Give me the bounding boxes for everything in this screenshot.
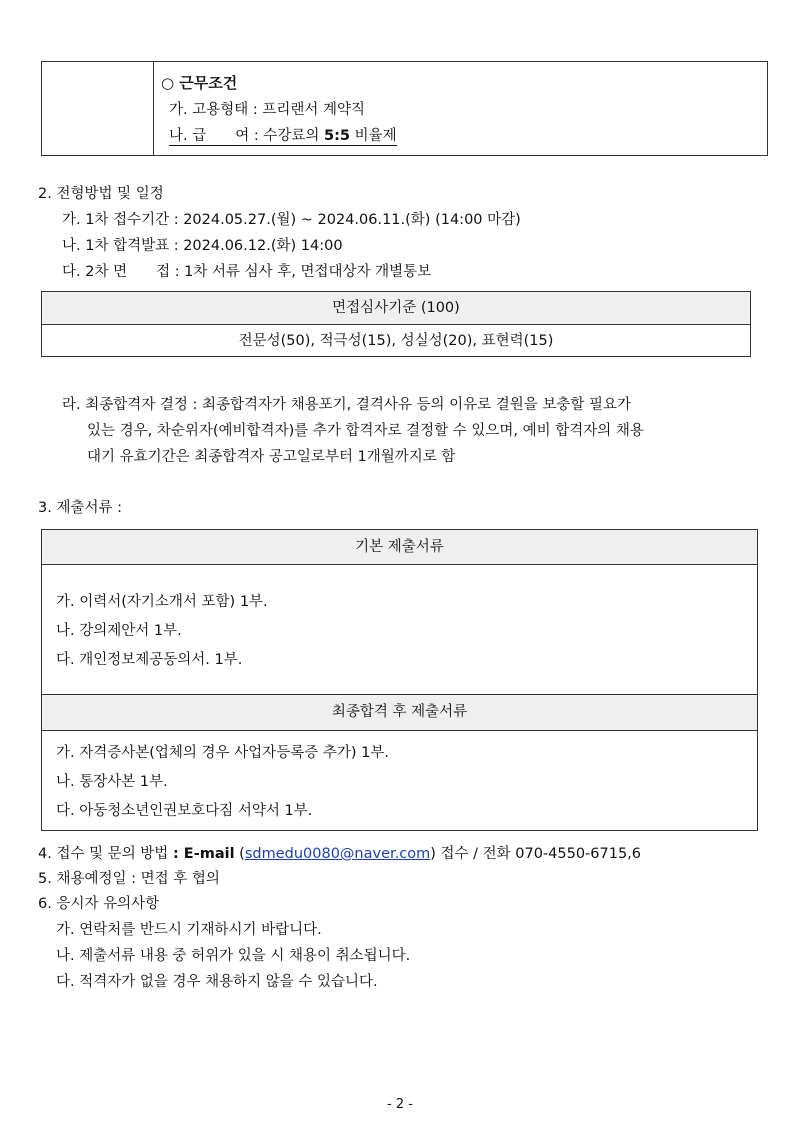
after-document-2: 나. 통장사본 1부. bbox=[56, 774, 168, 790]
basic-document-1: 가. 이력서(자기소개서 포함) 1부. bbox=[56, 594, 268, 610]
section6-heading: 6. 응시자 유의사항 bbox=[38, 896, 160, 912]
pay-prefix: 나. 급 여 : 수강료의 bbox=[169, 128, 324, 144]
employment-type: 가. 고용형태 : 프리랜서 계약직 bbox=[169, 102, 366, 118]
basic-documents-header: 기본 제출서류 bbox=[42, 530, 757, 565]
basic-document-2: 나. 강의제안서 1부. bbox=[56, 623, 182, 639]
section4-email-label: : E-mail bbox=[172, 846, 235, 862]
section3-heading: 3. 제출서류 : bbox=[38, 500, 122, 516]
notice-item-3: 다. 적격자가 없을 경우 채용하지 않을 수 있습니다. bbox=[56, 974, 378, 990]
email-link[interactable]: sdmedu0080@naver.com bbox=[244, 846, 431, 862]
after-documents-header: 최종합격 후 제출서류 bbox=[42, 694, 757, 731]
work-conditions-table bbox=[41, 61, 768, 156]
final-decision-line-3: 대기 유효기간은 최종합격자 공고일로부터 1개월까지로 함 bbox=[87, 449, 456, 465]
section4-prefix: 4. 접수 및 문의 방법 bbox=[38, 846, 173, 862]
work-conditions-title: ○ 근무조건 bbox=[161, 74, 238, 92]
pay-suffix: 비율제 bbox=[349, 128, 397, 144]
basic-document-3: 다. 개인정보제공동의서. 1부. bbox=[56, 652, 243, 668]
notice-item-1: 가. 연락처를 반드시 기재하시기 바랍니다. bbox=[56, 922, 322, 938]
section4-open-paren: ( bbox=[234, 846, 245, 862]
final-decision-line-1: 라. 최종합격자 결정 : 최종합격자가 채용포기, 결격사유 등의 이유로 결원을 보충할 필요가 bbox=[62, 397, 632, 413]
notice-item-2: 나. 제출서류 내용 중 허위가 있을 시 채용이 취소됩니다. bbox=[56, 948, 411, 964]
section4-contact bbox=[38, 842, 641, 863]
after-document-1: 가. 자격증사본(업체의 경우 사업자등록증 추가) 1부. bbox=[56, 745, 389, 761]
pay-ratio: 5:5 bbox=[323, 128, 350, 144]
schedule-item-3: 다. 2차 면 접 : 1차 서류 심사 후, 면접대상자 개별통보 bbox=[62, 264, 432, 280]
schedule-item-2: 나. 1차 합격발표 : 2024.06.12.(화) 14:00 bbox=[62, 238, 343, 254]
work-conditions-left-cell bbox=[42, 62, 154, 155]
interview-criteria-header: 면접심사기준 (100) bbox=[42, 292, 750, 325]
page-number: - 2 - bbox=[387, 1097, 413, 1112]
after-document-3: 다. 아동청소년인권보호다짐 서약서 1부. bbox=[56, 803, 313, 819]
pay-condition bbox=[169, 124, 397, 146]
section2-heading: 2. 전형방법 및 일정 bbox=[38, 186, 164, 202]
interview-criteria-row: 전문성(50), 적극성(15), 성실성(20), 표현력(15) bbox=[238, 333, 554, 349]
section4-suffix: 접수 / 전화 070-4550-6715,6 bbox=[435, 846, 642, 862]
interview-criteria-table bbox=[41, 291, 751, 357]
final-decision-line-2: 있는 경우, 차순위자(예비합격자)를 추가 합격자로 결정할 수 있으며, 예비 합격자의 채용 bbox=[87, 423, 644, 439]
schedule-item-1: 가. 1차 접수기간 : 2024.05.27.(월) ~ 2024.06.11.(화) (14:00 마감) bbox=[62, 212, 521, 228]
section4-close-paren: ) bbox=[430, 846, 436, 862]
section5-hiring-date: 5. 채용예정일 : 면접 후 협의 bbox=[38, 871, 220, 887]
documents-table bbox=[41, 529, 758, 831]
